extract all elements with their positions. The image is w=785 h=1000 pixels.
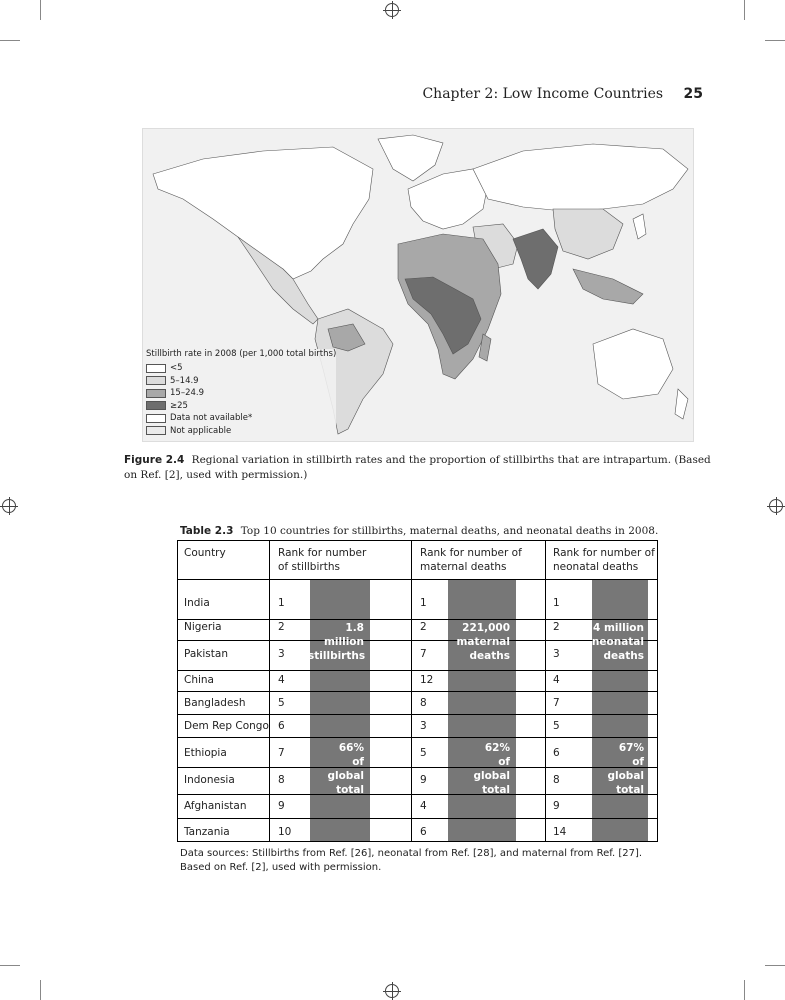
neonatal-share-text [578,741,644,797]
table-cell-neonatal: 1 [553,597,560,609]
legend-label: 5–14.9 [170,375,199,386]
table-cell-stillbirths: 10 [278,826,292,838]
table-cell-stillbirths: 8 [278,774,285,786]
legend-label: Not applicable [170,425,232,436]
table-caption-text: Top 10 countries for stillbirths, maternal deaths, and neonatal deaths in 2008. [240,525,659,537]
table-cell-stillbirths: 1 [278,597,285,609]
table-cell-maternal: 2 [420,621,427,633]
table-cell-stillbirths: 3 [278,648,285,660]
figure-label: Figure 2.4 [124,454,185,466]
legend-swatch [146,376,166,385]
figure-caption-text: Regional variation in stillbirth rates and the proportion of stillbirths that are intrapartum. (Based on Ref. [2], used with permission.) [124,454,711,481]
legend-label: 15–24.9 [170,388,204,399]
row-rule [178,691,657,692]
legend-title: Stillbirth rate in 2008 (per 1,000 total births) [146,349,337,359]
table-cell-neonatal: 7 [553,697,560,709]
table-cell-maternal: 5 [420,747,427,759]
table-cell-neonatal: 5 [553,720,560,732]
table-cell-neonatal: 4 [553,674,560,686]
table-footnote: Data sources: Stillbirths from Ref. [26], neonatal from Ref. [28], and maternal from Ref. [27]. Based on Ref. [2], used with permission. [180,848,643,873]
table-cell-stillbirths: 7 [278,747,285,759]
band-line: 62% [484,742,510,754]
stillbirths-total-text [308,621,364,663]
data-table [177,540,658,842]
band-line: total [336,784,364,796]
table-cell-country: Nigeria [184,621,222,633]
table-cell-country: Afghanistan [184,800,247,812]
legend-item [146,400,336,413]
running-header [422,86,703,102]
row-rule [178,818,657,819]
table-cell-maternal: 8 [420,697,427,709]
row-rule [178,619,657,620]
band-line: 221,000 [462,622,510,634]
chapter-title: Chapter 2: Low Income Countries [422,86,664,102]
figure-caption [124,453,714,483]
band-line: million [323,636,364,648]
table-cell-neonatal: 6 [553,747,560,759]
band-line: global [607,770,644,782]
table-cell-neonatal: 9 [553,800,560,812]
band-line: stillbirths [308,650,366,662]
maternal-total-text [448,621,510,663]
band-line: deaths [469,650,510,662]
legend-item [146,387,336,400]
table-cell-country: Bangladesh [184,697,246,709]
legend-swatch [146,389,166,398]
world-map-figure [142,128,694,442]
row-rule [178,737,657,738]
crop-mark [40,980,41,1000]
table-cell-stillbirths: 2 [278,621,285,633]
header-rule [178,579,657,580]
table-cell-maternal: 9 [420,774,427,786]
table-cell-maternal: 6 [420,826,427,838]
column-header: Rank for number of neonatal deaths [553,547,655,573]
table-cell-country: China [184,674,214,686]
table-cell-neonatal: 2 [553,621,560,633]
row-rule [178,714,657,715]
band-line: 67% [618,742,644,754]
band-line: of [632,756,644,768]
band-line: total [482,784,510,796]
column-header: Country [184,547,226,559]
legend-swatch [146,401,166,410]
band-line: 66% [338,742,364,754]
table-cell-neonatal: 8 [553,774,560,786]
table-cell-country: Tanzania [184,826,230,838]
band-line: global [327,770,364,782]
table-cell-country: Ethiopia [184,747,227,759]
crop-mark [0,965,20,966]
legend-label: <5 [170,363,183,374]
legend-item [146,425,336,438]
table-cell-country: India [184,597,210,609]
table-cell-country: Dem Rep Congo [184,720,269,732]
crop-mark [744,0,745,20]
row-rule [178,670,657,671]
legend-swatch [146,426,166,435]
band-line: of [352,756,364,768]
table-cell-stillbirths: 9 [278,800,285,812]
table-cell-maternal: 7 [420,648,427,660]
page-number: 25 [683,86,703,102]
legend-swatch [146,414,166,423]
table-cell-maternal: 12 [420,674,434,686]
legend-label: Data not available* [170,413,253,424]
registration-mark-icon [385,3,399,17]
table-caption [180,525,658,537]
maternal-share-text [448,741,510,797]
table-cell-neonatal: 3 [553,648,560,660]
registration-mark-icon [2,499,16,513]
table-label: Table 2.3 [180,525,234,537]
table-cell-stillbirths: 5 [278,697,285,709]
crop-mark [765,40,785,41]
crop-mark [744,980,745,1000]
legend-label: ≥25 [170,400,188,411]
legend-item [146,412,336,425]
crop-mark [0,40,20,41]
band-line: of [498,756,510,768]
table-cell-stillbirths: 6 [278,720,285,732]
registration-mark-icon [769,499,783,513]
table-cell-country: Pakistan [184,648,228,660]
legend-item [146,362,336,375]
table-cell-country: Indonesia [184,774,235,786]
band-line: global [473,770,510,782]
registration-mark-icon [385,984,399,998]
band-line: deaths [603,650,644,662]
column-header: Rank for number of stillbirths [278,547,367,573]
legend-item [146,375,336,388]
table-cell-maternal: 4 [420,800,427,812]
neonatal-total-text [578,621,644,663]
legend-swatch [146,364,166,373]
band-line: total [616,784,644,796]
band-line: 2.4 million [581,622,644,634]
band-line: 1.8 [345,622,364,634]
table-cell-neonatal: 14 [553,826,567,838]
column-header: Rank for number of maternal deaths [420,547,522,573]
crop-mark [765,965,785,966]
table-cell-maternal: 3 [420,720,427,732]
table-cell-stillbirths: 4 [278,674,285,686]
map-legend [146,349,336,437]
band-line: neonatal [591,636,644,648]
crop-mark [40,0,41,20]
table-cell-maternal: 1 [420,597,427,609]
band-line: maternal [456,636,510,648]
stillbirths-share-text [308,741,364,797]
